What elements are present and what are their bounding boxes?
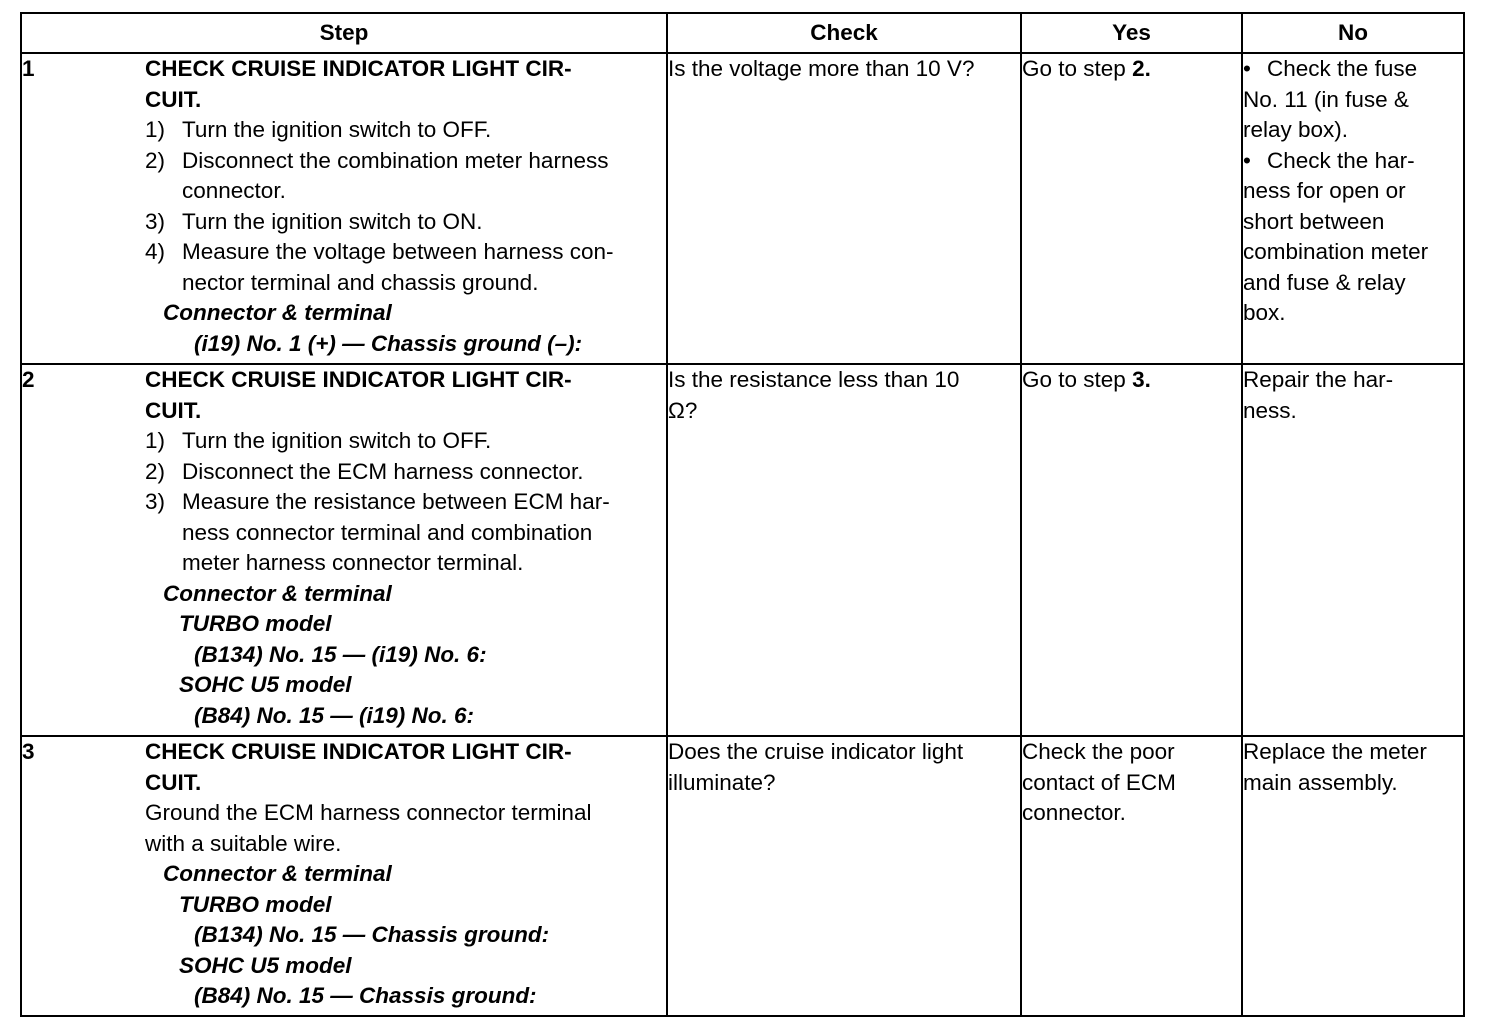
table-row-2 xyxy=(21,364,1464,736)
step-instruction: 2) Disconnect the combination meter harness connector. xyxy=(145,147,609,203)
step-number: 3 xyxy=(21,736,145,1016)
step-number: 2 xyxy=(21,364,145,736)
no-cell xyxy=(1242,53,1464,364)
step-instruction: Ground the ECM harness connector terminal with a suitable wire. xyxy=(145,800,592,856)
step-instruction: 2) Disconnect the ECM harness connector. xyxy=(145,458,584,484)
step-cell xyxy=(145,364,667,736)
check-cell: Does the cruise indicator light illuminate? xyxy=(667,736,1021,1016)
no-text-line: No. 11 (in fuse & xyxy=(1243,86,1409,112)
no-cell: Replace the meter main assembly. xyxy=(1242,736,1464,1016)
connector-terminal-value: (B84) No. 15 — Chassis ground: xyxy=(194,983,537,1008)
step-instruction: 4) Measure the voltage between harness con- nector terminal and chassis ground. xyxy=(145,239,614,295)
step-instruction: 1) Turn the ignition switch to OFF. xyxy=(145,117,492,142)
step-instruction: 1) Turn the ignition switch to OFF. xyxy=(145,428,492,453)
header-row xyxy=(21,13,1464,53)
no-bullet: • Check the har- xyxy=(1243,147,1415,173)
step-cell xyxy=(145,736,667,1016)
step-title: CHECK CRUISE INDICATOR LIGHT CIR- CUIT. xyxy=(145,367,572,423)
step-title: CHECK CRUISE INDICATOR LIGHT CIR- CUIT. xyxy=(145,56,572,112)
model-label: TURBO model xyxy=(179,611,332,636)
no-text-line: ness for open or xyxy=(1243,178,1406,203)
connector-terminal-label: Connector & terminal xyxy=(163,300,392,325)
goto-step-link: 3. xyxy=(1132,367,1151,392)
table-row-3 xyxy=(21,736,1464,1016)
connector-terminal-value: (i19) No. 1 (+) — Chassis ground (–): xyxy=(194,330,583,356)
yes-cell: Go to step 2. xyxy=(1021,53,1242,364)
connector-terminal-value: (B134) No. 15 — Chassis ground: xyxy=(194,922,550,947)
connector-terminal-value: (B84) No. 15 — (i19) No. 6: xyxy=(194,702,475,728)
header-step: Step xyxy=(21,13,667,53)
step-instruction: 3) Turn the ignition switch to ON. xyxy=(145,208,483,234)
table-row-1 xyxy=(21,53,1464,364)
connector-terminal-label: Connector & terminal xyxy=(163,861,392,886)
no-text-line: and fuse & relay xyxy=(1243,269,1406,295)
header-yes: Yes xyxy=(1021,13,1242,53)
goto-step-link: 2. xyxy=(1132,56,1151,81)
no-text-line: box. xyxy=(1243,300,1286,325)
no-bullet: • Check the fuse xyxy=(1243,56,1418,81)
step-instruction: 3) Measure the resistance between ECM har- ness connector terminal and combination meter harness connector terminal. xyxy=(145,489,610,575)
step-title: CHECK CRUISE INDICATOR LIGHT CIR- CUIT. xyxy=(145,739,572,795)
yes-cell: Check the poor contact of ECM connector. xyxy=(1021,736,1242,1016)
check-cell: Is the voltage more than 10 V? xyxy=(667,53,1021,364)
check-cell: Is the resistance less than 10 Ω? xyxy=(667,364,1021,736)
header-check: Check xyxy=(667,13,1021,53)
header-no: No xyxy=(1242,13,1464,53)
step-cell xyxy=(145,53,667,364)
no-cell: Repair the har- ness. xyxy=(1242,364,1464,736)
diagnostic-table xyxy=(20,12,1465,1017)
step-number: 1 xyxy=(21,53,145,364)
model-label: SOHC U5 model xyxy=(179,952,352,978)
yes-cell: Go to step 3. xyxy=(1021,364,1242,736)
no-text-line: combination meter xyxy=(1243,239,1429,264)
model-label: SOHC U5 model xyxy=(179,672,352,697)
connector-terminal-value: (B134) No. 15 — (i19) No. 6: xyxy=(194,641,487,667)
model-label: TURBO model xyxy=(179,891,332,917)
no-text-line: short between xyxy=(1243,208,1385,234)
connector-terminal-label: Connector & terminal xyxy=(163,580,392,606)
no-text-line: relay box). xyxy=(1243,117,1349,142)
